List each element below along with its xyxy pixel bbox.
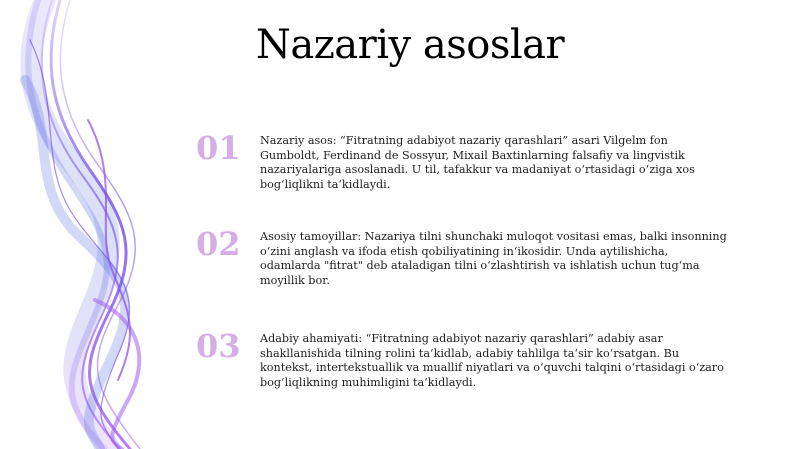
item-text: Asosiy tamoyillar: Nazariya tilni shunchaki muloqot vositasi emas, balki insonning o‘zini anglash va ifoda etish qobiliyatining in‘ikosidir. Unda aytilishicha, odamlarda "fitrat" deb ataladigan tilni o‘zlashtirish va ishlatish uchun tug‘ma moyillik bor. [260,230,727,287]
item-text: Nazariy asos: “Fitratning adabiyot nazariy qarashlari” asari Vilgelm fon Gumboldt, Ferdinand de Sossyur, Mixail Baxtinlarning falsafiy va lingvistik nazariyalariga asoslanadi. U til, tafakkur va madaniyat o‘rtasidagi o‘ziga xos bog‘liqlikni ta‘kidlaydi. [260,134,695,191]
page-title: Nazariy asoslar [255,22,565,68]
item-number: 01 [196,129,241,167]
smoke-ribbon-decoration [0,0,200,449]
item-number: 02 [196,225,241,263]
item-number: 03 [196,327,241,365]
item-text: Adabiy ahamiyati: “Fitratning adabiyot nazariy qarashlari” adabiy asar shakllanishida tilning rolini ta‘kidlab, adabiy tahlilga ta‘sir ko‘rsatgan. Bu kontekst, intertekstuallik va muallif niyatlari va o‘quvchi talqini o‘rtasidagi o‘zaro bog‘liqlikning muhimligini ta‘kidlaydi. [260,332,724,389]
